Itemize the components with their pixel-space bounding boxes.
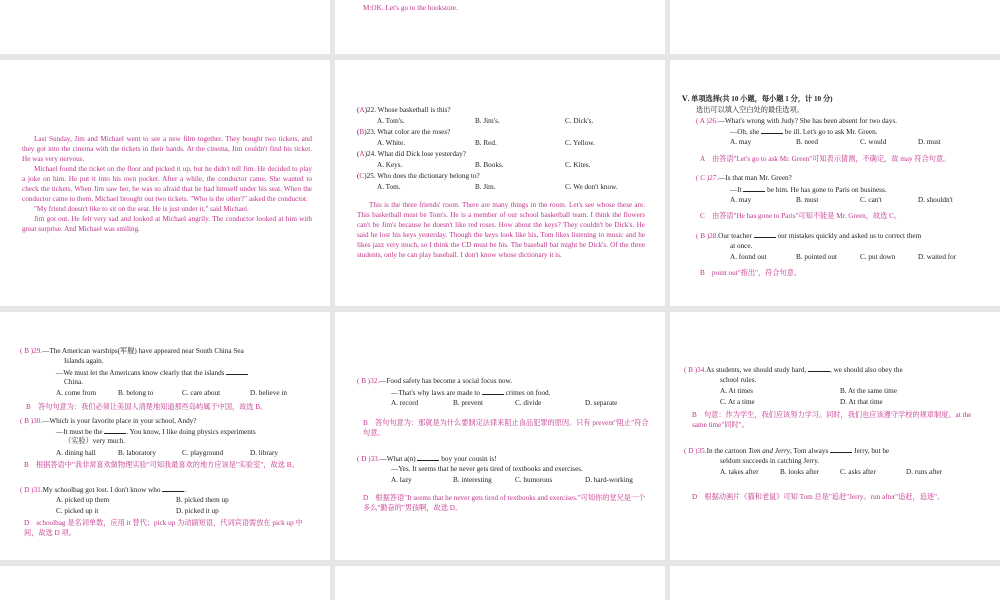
option: C. At a time bbox=[720, 398, 755, 406]
section-title: Ⅴ. 单项选择(共 10 小题，每小题 1 分，计 10 分) bbox=[682, 95, 833, 103]
question-text: —Yes. It seems that he never gets tired of textbooks and exercises. bbox=[391, 465, 583, 473]
explanation: B 根据答语中"我非常喜欢做物理实验"可知我最喜欢的地方应该是"实验室"，故选 B。 bbox=[24, 461, 299, 469]
option: D. waited for bbox=[918, 253, 957, 261]
question-number: 25 bbox=[366, 172, 374, 180]
option: A. dining hall bbox=[56, 449, 96, 457]
answer-blank bbox=[754, 230, 776, 238]
option: B. Jim's. bbox=[475, 117, 500, 125]
option: C. put down bbox=[860, 253, 896, 261]
question-label: ( B )32. bbox=[357, 377, 380, 385]
question-33 bbox=[357, 453, 497, 464]
option: C. Kites. bbox=[565, 161, 591, 169]
page-section-5 bbox=[670, 60, 1000, 306]
question-text: —The American warships(军舰) have appeared near South China Sea bbox=[42, 347, 244, 355]
question-text: —We must let the Americans know clearly that the islands bbox=[56, 369, 225, 377]
option: A. may bbox=[730, 196, 752, 204]
answer-blank bbox=[162, 484, 187, 494]
question-29-line3 bbox=[56, 367, 248, 378]
question-label: ( D )33. bbox=[357, 455, 380, 463]
option: D. hard-working bbox=[585, 476, 633, 484]
question-text: Who does the dictionary belong to? bbox=[377, 172, 480, 180]
page-top-middle bbox=[335, 0, 665, 54]
question-text: In the cartoon bbox=[706, 447, 747, 455]
option: C. asks after bbox=[840, 468, 876, 476]
passage-paragraph: "My friend doesn't like to sit on the seat. He is just under it," said Michael. bbox=[34, 205, 249, 213]
option: C. Dick's. bbox=[565, 117, 594, 125]
page-top-left bbox=[0, 0, 330, 54]
answer-letter: B bbox=[359, 128, 365, 136]
question-text: （实验）very much. bbox=[64, 437, 126, 445]
question-25: (C)25. Who does the dictionary belong to? bbox=[357, 172, 480, 180]
option: C. humorous bbox=[515, 476, 553, 484]
page-q34-35 bbox=[670, 312, 1000, 560]
question-number: 24 bbox=[367, 150, 375, 158]
question-27-line2 bbox=[730, 184, 887, 195]
passage-paragraph: Jim got out. He felt very sad and looked at Michael angrily. The conductor looked at him with great surprise. And Michael was smiling. bbox=[22, 215, 312, 233]
question-text: —Food safety has become a social focus now. bbox=[379, 377, 513, 385]
question-text: Whose basketball is this? bbox=[377, 106, 451, 114]
answer-letter: A bbox=[359, 150, 365, 158]
question-text: China. bbox=[64, 378, 83, 386]
option: D. runs after bbox=[906, 468, 943, 476]
option: D. At that time bbox=[840, 398, 883, 406]
question-26-line2 bbox=[730, 126, 877, 137]
option: A. Tom. bbox=[377, 183, 401, 191]
question-text: , we should also obey the bbox=[830, 366, 903, 374]
option: A. come from bbox=[56, 389, 97, 397]
question-23: (B)23. What color are the roses? bbox=[357, 128, 451, 136]
option: B. interesting bbox=[453, 476, 492, 484]
explanation: D schoolbag 是名词单数，应用 it 替代；pick up 为动副短语，代词宾语需放在 pick up 中间，故选 D 项。 bbox=[24, 519, 303, 537]
option: A. Keys. bbox=[377, 161, 403, 169]
option: A. Tom's. bbox=[377, 117, 405, 125]
option: D. must bbox=[918, 138, 941, 146]
option: C. playground bbox=[182, 449, 224, 457]
answer-blank bbox=[830, 445, 852, 453]
option: A. lazy bbox=[391, 476, 412, 484]
explanation: D 根据答语"It seems that he never gets tired of textbooks and exercises."可知你的堂兄是一个多么"勤奋的"男孩啊，故选 D。 bbox=[363, 494, 646, 512]
question-26 bbox=[696, 116, 897, 126]
question-31 bbox=[20, 484, 186, 495]
question-32 bbox=[357, 376, 512, 386]
option: C. care about bbox=[182, 389, 221, 397]
explanation: D 根据动画片《猫和老鼠》可知 Tom 总是"追赶"Jerry。run after"追赶，追逐"。 bbox=[692, 493, 945, 501]
explanation: A 由答语"Let's go to ask Mr. Green"可知表示猜测，不确定，故 may 符合句意。 bbox=[700, 155, 951, 163]
option: C. We don't know. bbox=[565, 183, 618, 191]
option: A. At times bbox=[720, 387, 753, 395]
question-text: Our teacher bbox=[718, 232, 752, 240]
question-text: . You know, I like doing physics experiments bbox=[126, 428, 256, 436]
option: A. record bbox=[391, 399, 419, 407]
question-label: ( D )35. bbox=[684, 447, 707, 455]
question-text: our mistakes quickly and asked us to correct them bbox=[777, 232, 922, 240]
page-q29-31 bbox=[0, 312, 330, 560]
question-text: , Tom always bbox=[789, 447, 829, 455]
question-text: . bbox=[184, 486, 187, 494]
option: D. library bbox=[250, 449, 278, 457]
question-text: —That's why laws are made to bbox=[391, 389, 480, 397]
option: B. Books. bbox=[475, 161, 504, 169]
explanation: C 由答语"He has gone to Paris"可知不能是 Mr. Green，故选 C。 bbox=[700, 212, 902, 220]
question-34 bbox=[684, 364, 903, 375]
question-text: boy your cousin is! bbox=[441, 455, 497, 463]
question-24: (A)24. What did Dick lose yesterday? bbox=[357, 150, 466, 158]
answer-blank bbox=[761, 126, 783, 134]
option: A. White. bbox=[377, 139, 406, 147]
question-text: be ill. Let's go to ask Mr. Green. bbox=[784, 128, 878, 136]
cartoon-title: Tom and Jerry bbox=[748, 447, 790, 455]
option: D. separate bbox=[585, 399, 618, 407]
question-number: 23 bbox=[366, 128, 374, 136]
option: A. takes after bbox=[720, 468, 759, 476]
option: A. picked up them bbox=[56, 496, 110, 504]
option: B. picked them up bbox=[176, 496, 229, 504]
option: B. prevent bbox=[453, 399, 483, 407]
question-text: Islands again. bbox=[64, 357, 104, 365]
section-instruction: 选出可以填入空白处的最佳选项。 bbox=[696, 106, 804, 114]
answer-blank bbox=[808, 364, 830, 372]
option: C. divide bbox=[515, 399, 542, 407]
explanation: B 答句句意为：我们必须让美国人清楚地知道那些岛屿属于中国，故选 B。 bbox=[26, 403, 268, 411]
explanation: B 答句句意为：那就是为什么要制定法律来阻止食品犯罪的原因。只有 prevent"阻止"符合句意。 bbox=[363, 419, 649, 437]
question-text: be him. He has gone to Paris on business. bbox=[767, 186, 887, 194]
question-label: ( C )27. bbox=[696, 174, 719, 182]
question-text: As students, we should study hard, bbox=[706, 366, 807, 374]
explanation: B point out"指出"，符合句意。 bbox=[700, 269, 802, 277]
page-next-left bbox=[0, 566, 330, 600]
question-30 bbox=[20, 416, 196, 426]
question-text: What did Dick lose yesterday? bbox=[377, 150, 466, 158]
dialogue-line: M:OK. Let's go to the bookstore. bbox=[363, 4, 458, 12]
option: D. picked it up bbox=[176, 507, 219, 515]
answer-blank bbox=[104, 426, 126, 434]
question-number: 22 bbox=[367, 106, 375, 114]
option: D. shouldn't bbox=[918, 196, 953, 204]
question-28-line2: at once. bbox=[730, 242, 753, 250]
option: B. must bbox=[796, 196, 819, 204]
option: B. Jim. bbox=[475, 183, 496, 191]
question-label: ( B )30. bbox=[20, 417, 43, 425]
question-label: ( A )26. bbox=[696, 117, 718, 125]
passage-paragraph: Last Sunday, Jim and Michael went to see a new film together. They bought two tickets, and they got into the cinema with the tickets in their hands. At the cinema, Jim couldn't find his ticket. He was very nervous. bbox=[22, 135, 312, 163]
question-text: Jerry, but he bbox=[853, 447, 890, 455]
page-listening bbox=[335, 60, 665, 306]
answer-blank bbox=[226, 367, 248, 375]
option: B. pointed out bbox=[796, 253, 837, 261]
question-label: ( B )34. bbox=[684, 366, 707, 374]
option: C. picked up it bbox=[56, 507, 99, 515]
question-22: (A)22. Whose basketball is this? bbox=[357, 106, 451, 114]
answer-letter: A bbox=[359, 106, 365, 114]
page-next-middle bbox=[335, 566, 665, 600]
page-next-right bbox=[670, 566, 1000, 600]
listening-script: This is the three friends' room. There are many things in the room. Let's see whose these are. This basketball must be Tom's. He is a member of our school basketball team. I think the flowers can't be Jim's because he doesn't like red roses. How about the keys? They couldn't be Dick's. He said he lost his keys yesterday. Though the keys look like his, Tom likes listening to music and he likes jazz very much, so I think the CD must be his. The baseball bat might be Dick's. Of the three students, only he can play baseball. I don't know whose dictionary it is. bbox=[357, 201, 645, 259]
question-text: —Oh, she bbox=[730, 128, 760, 136]
answer-blank bbox=[417, 453, 439, 461]
question-text: —It must be the bbox=[56, 428, 103, 436]
option: C. Yellow. bbox=[565, 139, 595, 147]
question-text: crimes on food. bbox=[505, 389, 551, 397]
question-text: school rules. bbox=[720, 376, 757, 384]
question-text: —Which is your favorite place in your school, Andy? bbox=[42, 417, 197, 425]
question-label: ( D )31. bbox=[20, 486, 43, 494]
option: B. belong to bbox=[118, 389, 154, 397]
option: B. laboratory bbox=[118, 449, 156, 457]
option: C. can't bbox=[860, 196, 882, 204]
option: D. believe in bbox=[250, 389, 287, 397]
option: A. found out bbox=[730, 253, 767, 261]
question-label: ( B )28. bbox=[696, 232, 719, 240]
answer-blank bbox=[743, 184, 765, 192]
option: C. would bbox=[860, 138, 887, 146]
option: B. need bbox=[796, 138, 818, 146]
question-text: —What a(n) bbox=[379, 455, 416, 463]
passage-paragraph: Michael found the ticket on the floor and picked it up, but he didn't tell Jim. He decided to play a joke on him. He put it into his own pocket. After a while, the conductor came. She wanted to check the tickets. When Jim saw her, he was so afraid that he had himself under his seat. When the conductor came to them, Michael brought out two tickets. "Who is the other?" asked the conductor. bbox=[22, 165, 312, 203]
question-text: seldom succeeds in catching Jerry. bbox=[720, 457, 820, 465]
question-text: What color are the roses? bbox=[377, 128, 451, 136]
question-28 bbox=[696, 230, 921, 241]
answer-letter: C bbox=[359, 172, 365, 180]
page-top-right bbox=[670, 0, 1000, 54]
option: B. Red. bbox=[475, 139, 497, 147]
question-text: My schoolbag got lost. I don't know who bbox=[42, 486, 161, 494]
question-35 bbox=[684, 445, 889, 456]
question-32-line2 bbox=[391, 387, 550, 398]
question-text: —What's wrong with Judy? She has been absent for two days. bbox=[717, 117, 897, 125]
option: B. looks after bbox=[780, 468, 819, 476]
page-passage bbox=[0, 60, 330, 306]
question-27 bbox=[696, 173, 792, 183]
option: B. At the same time bbox=[840, 387, 897, 395]
question-label: ( B )29. bbox=[20, 347, 43, 355]
answer-blank bbox=[482, 387, 504, 395]
page-q32-33 bbox=[335, 312, 665, 560]
question-29 bbox=[20, 346, 244, 356]
question-text: —Is that man Mr. Green? bbox=[718, 174, 792, 182]
option: A. may bbox=[730, 138, 752, 146]
question-text: —It bbox=[730, 186, 742, 194]
explanation: B 句意：作为学生，我们应该努力学习。同时，我们也应该遵守学校的规章制度。at the same time"同时"。 bbox=[692, 411, 972, 429]
